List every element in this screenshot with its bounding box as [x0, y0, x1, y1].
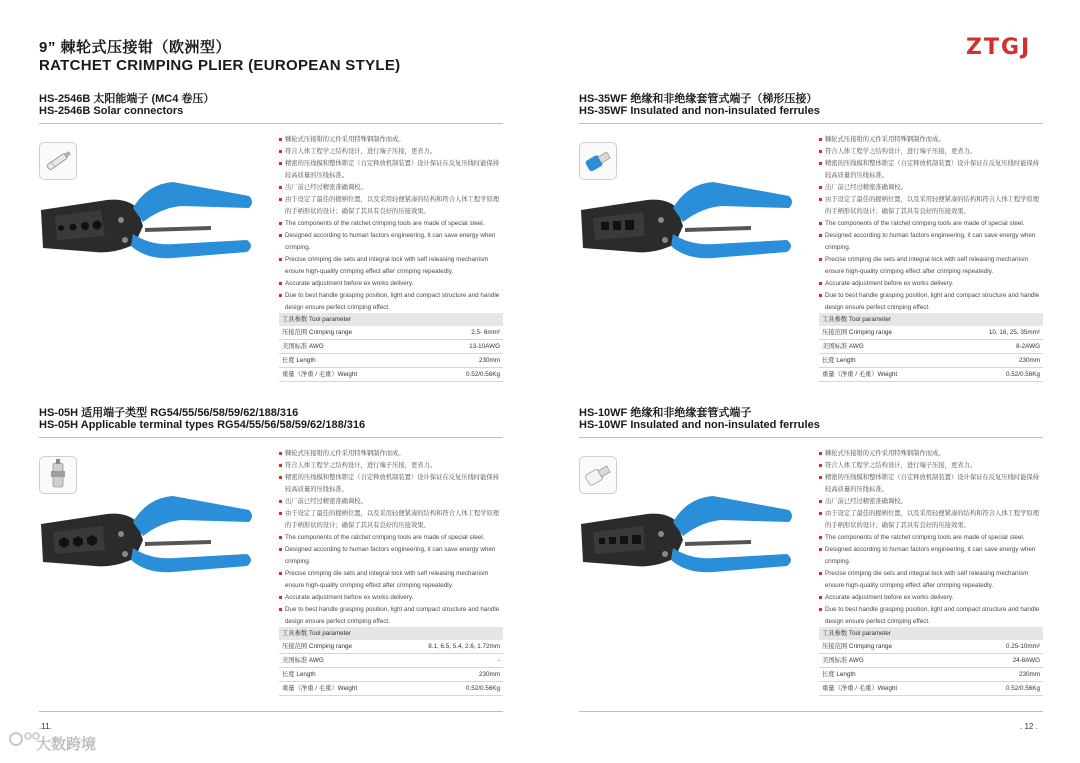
- list-item: Precise crimping die sets and integral lock with self releasing mechanism ensure high-quality crimping effect after crimping repeatedly.: [279, 568, 503, 592]
- list-item: 精密的压线模和整体锁定（自定释放机制装置）设计保证在反复压线时能保持较高质量的压线标准。: [819, 472, 1043, 496]
- list-item: 由于设定了最佳的握柄位置，以及采用轻便紧凑的结构和符合人体工程学原理的手柄形状的设计；确保了其具有良好的压接效果。: [279, 508, 503, 532]
- list-item: 符合人体工程学之结构设计，进行端子压接，更省力。: [279, 460, 503, 472]
- param-label: 压接范围 Crimping range: [822, 643, 892, 650]
- param-value: 230mm: [479, 671, 500, 678]
- table-row: [819, 354, 1043, 368]
- param-value: 230mm: [479, 357, 500, 364]
- list-item: 出厂前已经过精密准确调校。: [819, 182, 1043, 194]
- list-item: 符合人体工程学之结构设计，进行端子压接，更省力。: [819, 460, 1043, 472]
- table-row: [279, 354, 503, 368]
- table-row: [819, 682, 1043, 696]
- list-item: Designed according to human factors engineering, it can save energy when crimping.: [279, 230, 503, 254]
- divider: [579, 437, 1043, 438]
- list-item: Designed according to human factors engineering, it can save energy when crimping.: [279, 544, 503, 568]
- divider: [579, 123, 1043, 124]
- list-item: 精密的压线模和整体锁定（自定释放机制装置）设计保证在反复压线时能保持较高质量的压线标准。: [279, 158, 503, 182]
- feature-list: [279, 134, 503, 314]
- page-title-en: RATCHET CRIMPING PLIER (EUROPEAN STYLE): [39, 57, 401, 74]
- ratchet-plier-icon: [575, 170, 797, 290]
- list-item: 由于设定了最佳的握柄位置，以及采用轻便紧凑的结构和符合人体工程学原理的手柄形状的设计；确保了其具有良好的压接效果。: [279, 194, 503, 218]
- list-item: Accurate adjustment before ex works delivery.: [279, 278, 503, 290]
- product-card: [579, 404, 1043, 704]
- table-row: [279, 640, 503, 654]
- table-header: 工具参数 Tool parameter: [279, 313, 503, 326]
- list-item: Precise crimping die sets and integral lock with self releasing mechanism ensure high-quality crimping effect after crimping repeatedly.: [279, 254, 503, 278]
- param-label: 长度 Length: [822, 671, 856, 678]
- param-value: 2.5- 6mm²: [471, 329, 500, 336]
- param-value: 8.1, 6.5, 5.4, 2.6, 1.72mm: [428, 643, 500, 650]
- table-row: [819, 368, 1043, 382]
- table-header: 工具参数 Tool parameter: [279, 627, 503, 640]
- param-value: 0.52/0.56Kg: [1006, 685, 1040, 692]
- product-title-en: HS-35WF Insulated and non-insulated ferrules: [579, 105, 820, 117]
- product-title-en: HS-05H Applicable terminal types RG54/55/56/58/59/62/188/316: [39, 419, 366, 431]
- feature-list: [279, 448, 503, 628]
- list-item: Due to best handle grasping position, light and compact structure and handle design ensure perfect crimping effect.: [819, 290, 1043, 314]
- param-label: 美国标准 AWG: [822, 657, 864, 664]
- list-item: 棘轮式压接钳的元件采用特殊钢制作而成。: [279, 134, 503, 146]
- param-label: 重量（净重 / 毛重）Weight: [822, 371, 898, 378]
- param-value: 230mm: [1019, 357, 1040, 364]
- param-label: 压接范围 Crimping range: [282, 329, 352, 336]
- table-row: [819, 668, 1043, 682]
- product-title-cn: HS-2546B 太阳能端子 (MC4 卷压）: [39, 93, 215, 105]
- ratchet-plier-icon: [35, 484, 257, 604]
- param-label: 重量（净重 / 毛重）Weight: [282, 685, 358, 692]
- divider: [39, 123, 503, 124]
- param-label: 长度 Length: [822, 357, 856, 364]
- param-label: 压接范围 Crimping range: [822, 329, 892, 336]
- list-item: 符合人体工程学之结构设计，进行端子压接，更省力。: [819, 146, 1043, 158]
- list-item: Due to best handle grasping position, light and compact structure and handle design ensure perfect crimping effect.: [279, 604, 503, 628]
- list-item: Designed according to human factors engineering, it can save energy when crimping.: [819, 544, 1043, 568]
- list-item: 出厂前已经过精密准确调校。: [819, 496, 1043, 508]
- list-item: Designed according to human factors engineering, it can save energy when crimping.: [819, 230, 1043, 254]
- param-value: 13-10AWG: [469, 343, 500, 350]
- table-row: [819, 654, 1043, 668]
- param-label: 美国标准 AWG: [282, 343, 324, 350]
- watermark-text: 大数跨境: [36, 736, 97, 753]
- product-card: [579, 90, 1043, 390]
- list-item: 符合人体工程学之结构设计，进行端子压接，更省力。: [279, 146, 503, 158]
- tool-parameter-table: [279, 627, 503, 696]
- list-item: Accurate adjustment before ex works delivery.: [279, 592, 503, 604]
- list-item: 精密的压线模和整体锁定（自定释放机制装置）设计保证在反复压线时能保持较高质量的压线标准。: [279, 472, 503, 496]
- page-number-left: .11.: [39, 722, 52, 731]
- feature-list: [819, 448, 1043, 628]
- list-item: 棘轮式压接钳的元件采用特殊钢制作而成。: [819, 134, 1043, 146]
- table-row: [819, 326, 1043, 340]
- list-item: The components of the ratchet crimping tools are made of special steel.: [819, 218, 1043, 230]
- product-title-cn: HS-10WF 绝缘和非绝缘套管式端子: [579, 407, 752, 419]
- list-item: Due to best handle grasping position, light and compact structure and handle design ensure perfect crimping effect.: [819, 604, 1043, 628]
- table-row: [279, 340, 503, 354]
- list-item: 由于设定了最佳的握柄位置，以及采用轻便紧凑的结构和符合人体工程学原理的手柄形状的设计；确保了其具有良好的压接效果。: [819, 508, 1043, 532]
- list-item: Due to best handle grasping position, light and compact structure and handle design ensure perfect crimping effect.: [279, 290, 503, 314]
- list-item: Precise crimping die sets and integral lock with self releasing mechanism ensure high-quality crimping effect after crimping repeatedly.: [819, 568, 1043, 592]
- ratchet-plier-icon: [575, 484, 797, 604]
- param-value: 0.52/0.56Kg: [466, 371, 500, 378]
- list-item: 精密的压线模和整体锁定（自定释放机制装置）设计保证在反复压线时能保持较高质量的压线标准。: [819, 158, 1043, 182]
- param-label: 重量（净重 / 毛重）Weight: [822, 685, 898, 692]
- tool-parameter-table: [279, 313, 503, 382]
- param-label: 压接范围 Crimping range: [282, 643, 352, 650]
- footer-divider-left: [39, 711, 503, 712]
- param-value: 230mm: [1019, 671, 1040, 678]
- product-title-cn: HS-05H 适用端子类型 RG54/55/56/58/59/62/188/316: [39, 407, 299, 419]
- param-value: -: [497, 657, 500, 664]
- table-header: 工具参数 Tool parameter: [819, 627, 1043, 640]
- footer-divider-right: [579, 711, 1043, 712]
- param-label: 美国标准 AWG: [282, 657, 324, 664]
- param-value: 10, 16, 25, 35mm²: [988, 329, 1040, 336]
- table-row: [279, 682, 503, 696]
- list-item: The components of the ratchet crimping tools are made of special steel.: [279, 218, 503, 230]
- page-number-right: . 12 .: [1020, 722, 1038, 731]
- param-label: 美国标准 AWG: [822, 343, 864, 350]
- table-row: [279, 368, 503, 382]
- list-item: 出厂前已经过精密准确调校。: [279, 182, 503, 194]
- list-item: Precise crimping die sets and integral lock with self releasing mechanism ensure high-quality crimping effect after crimping repeatedly.: [819, 254, 1043, 278]
- product-card: [39, 90, 503, 390]
- list-item: 棘轮式压接钳的元件采用特殊钢制作而成。: [819, 448, 1043, 460]
- param-value: 8-2AWG: [1016, 343, 1040, 350]
- param-value: 24-8AWG: [1012, 657, 1040, 664]
- table-row: [279, 654, 503, 668]
- list-item: The components of the ratchet crimping tools are made of special steel.: [819, 532, 1043, 544]
- param-value: 0.52/0.56Kg: [1006, 371, 1040, 378]
- param-label: 重量（净重 / 毛重）Weight: [282, 371, 358, 378]
- table-row: [279, 668, 503, 682]
- list-item: 出厂前已经过精密准确调校。: [279, 496, 503, 508]
- param-label: 长度 Length: [282, 671, 316, 678]
- feature-list: [819, 134, 1043, 314]
- param-value: 0.25-10mm²: [1006, 643, 1040, 650]
- list-item: 由于设定了最佳的握柄位置，以及采用轻便紧凑的结构和符合人体工程学原理的手柄形状的设计；确保了其具有良好的压接效果。: [819, 194, 1043, 218]
- tool-parameter-table: [819, 313, 1043, 382]
- list-item: The components of the ratchet crimping tools are made of special steel.: [279, 532, 503, 544]
- table-header: 工具参数 Tool parameter: [819, 313, 1043, 326]
- list-item: Accurate adjustment before ex works delivery.: [819, 592, 1043, 604]
- product-title-en: HS-10WF Insulated and non-insulated ferrules: [579, 419, 820, 431]
- ratchet-plier-icon: [35, 170, 257, 290]
- product-title-en: HS-2546B Solar connectors: [39, 105, 184, 117]
- brand-logo: ZTGJ: [966, 35, 1032, 60]
- table-row: [279, 326, 503, 340]
- table-row: [819, 640, 1043, 654]
- tool-parameter-table: [819, 627, 1043, 696]
- table-row: [819, 340, 1043, 354]
- product-card: [39, 404, 503, 704]
- page-title-cn: 9” 棘轮式压接钳（欧洲型）: [39, 39, 232, 56]
- divider: [39, 437, 503, 438]
- param-label: 长度 Length: [282, 357, 316, 364]
- list-item: 棘轮式压接钳的元件采用特殊钢制作而成。: [279, 448, 503, 460]
- list-item: Accurate adjustment before ex works delivery.: [819, 278, 1043, 290]
- param-value: 0.52/0.56Kg: [466, 685, 500, 692]
- product-title-cn: HS-35WF 绝缘和非绝缘套管式端子（梯形压接）: [579, 93, 818, 105]
